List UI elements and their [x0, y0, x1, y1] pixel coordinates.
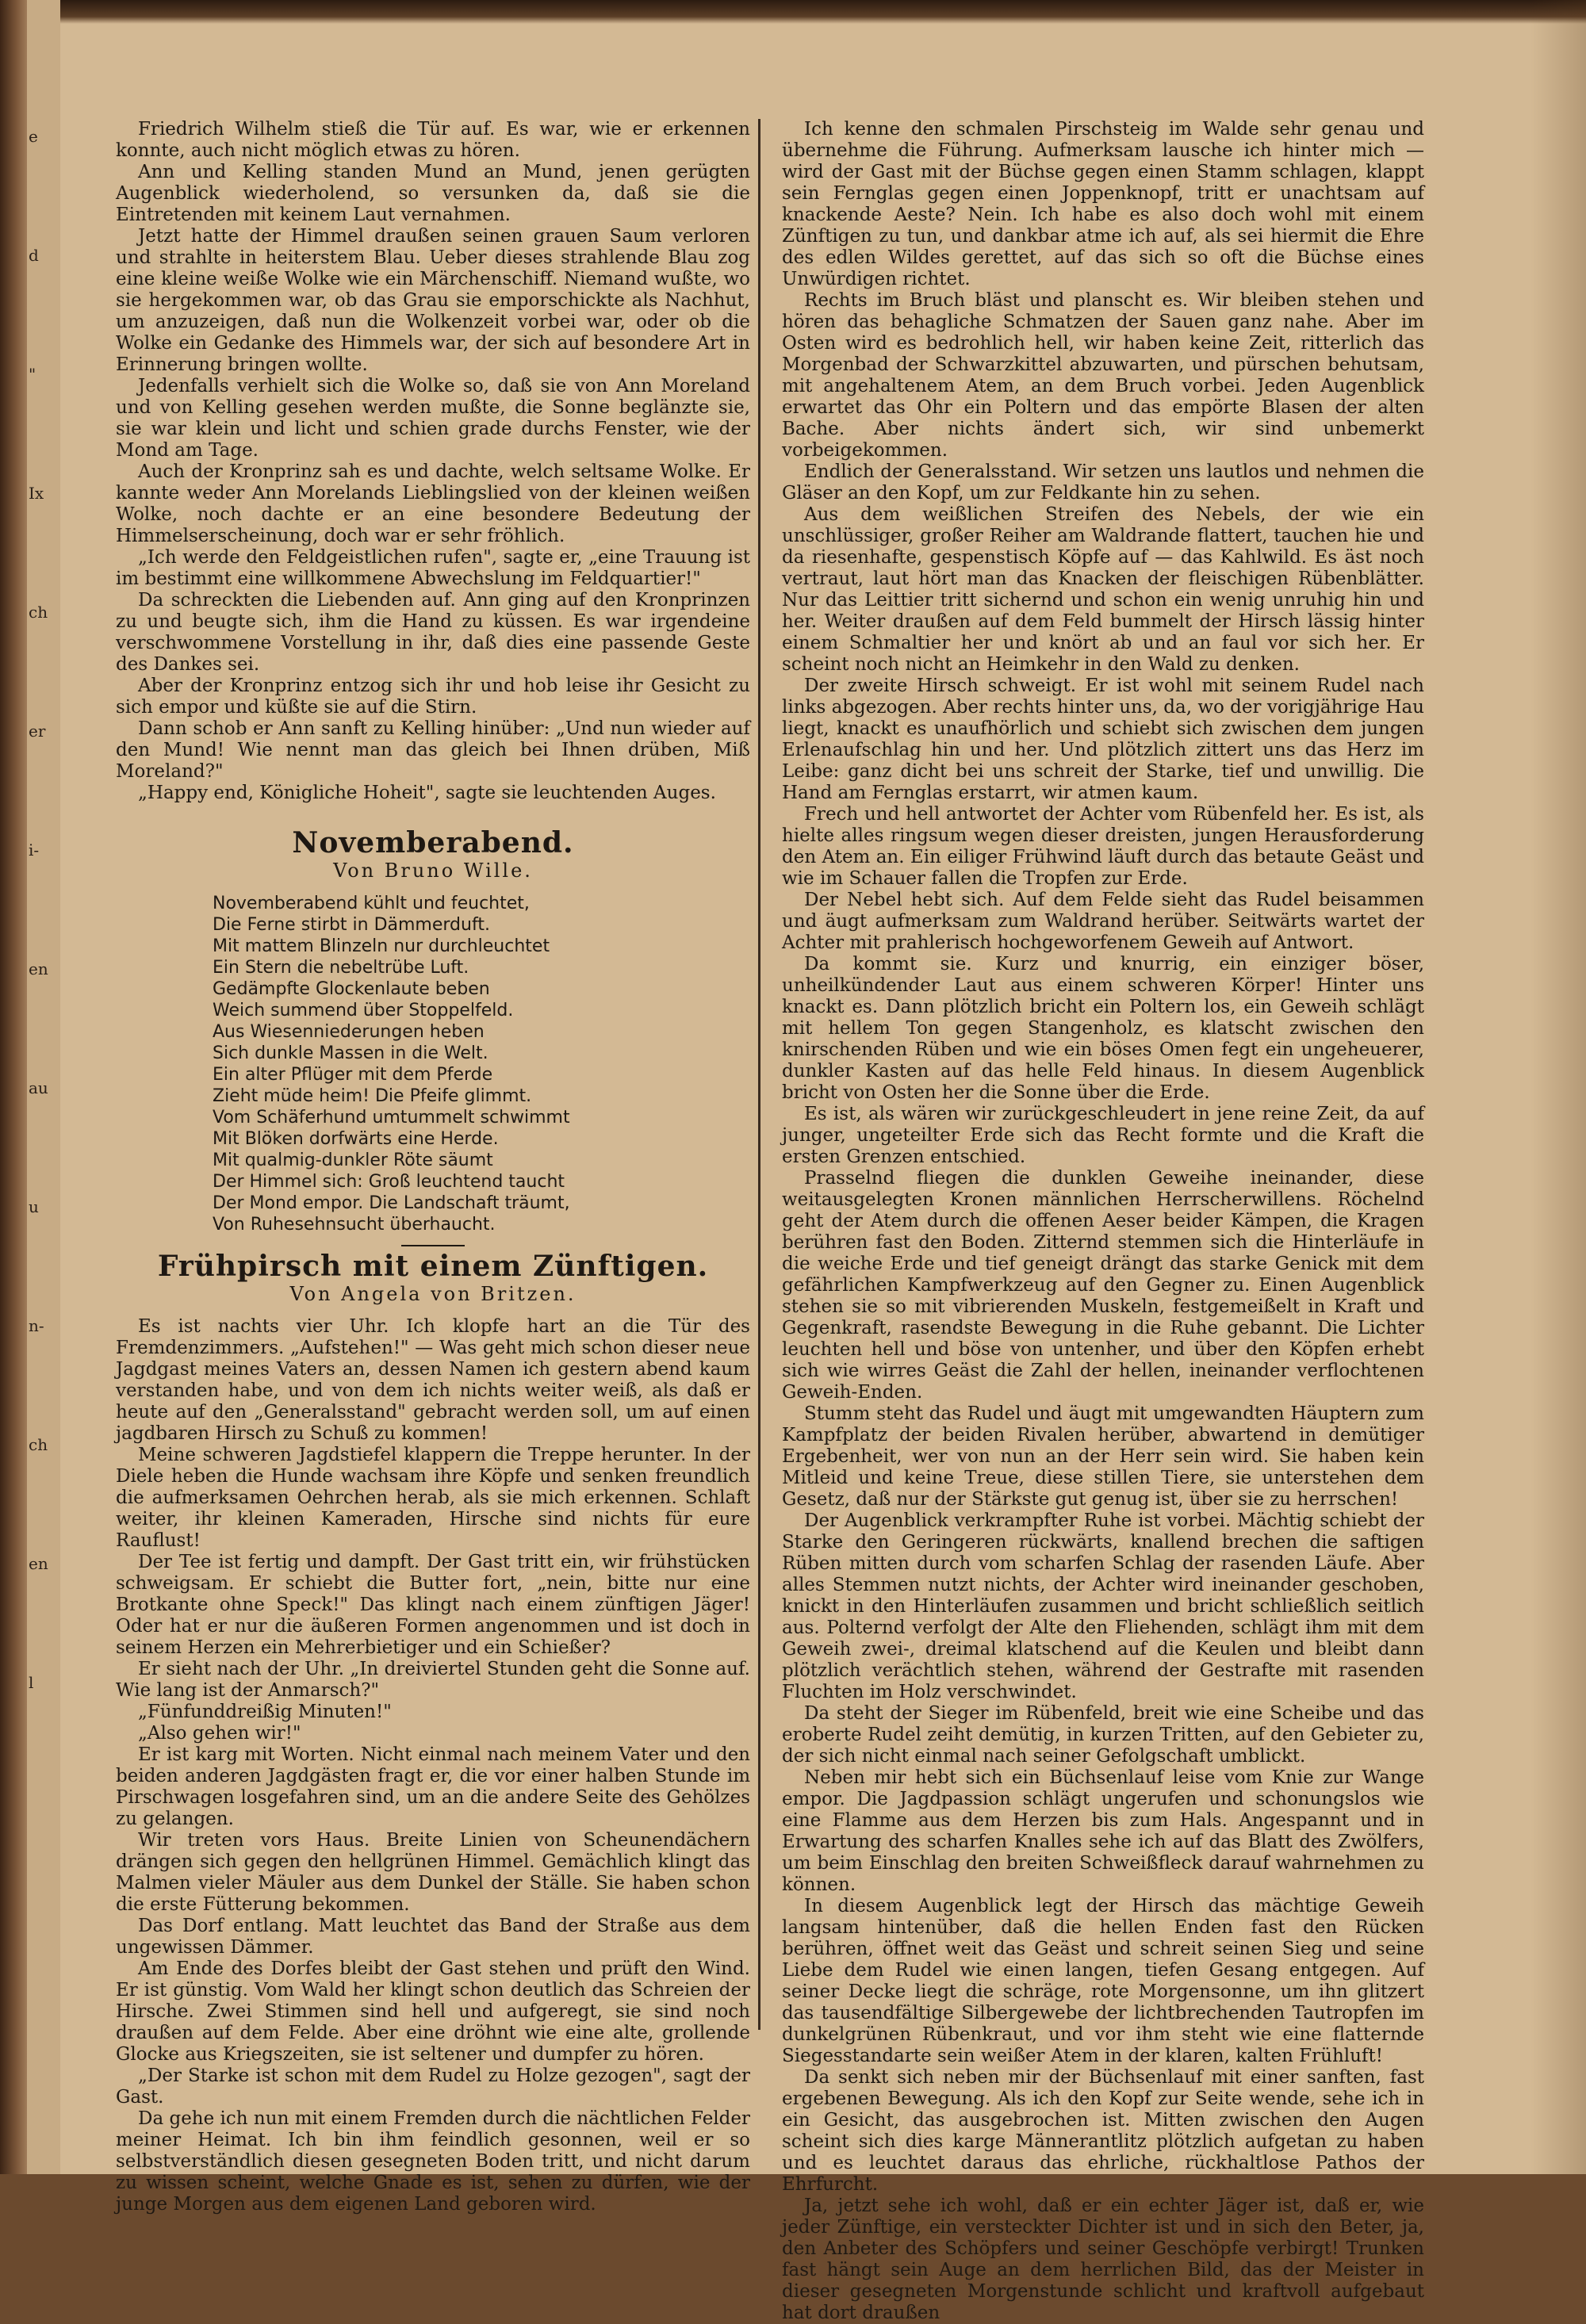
article-paragraph: Es ist nachts vier Uhr. Ich klopfe hart an die Tür des Fremdenzimmers. „Aufstehen!" — Was geht mich schon dieser neue Jagdgast meines Vaters an, dessen Namen ich gestern abend kaum verstanden habe, und von dem ich nichts weiter weiß, als daß er heute auf den „Generalsstand" gebracht werden soll, um auf einen jagdbaren Hirsch zu Schuß zu kommen!	[116, 1316, 750, 1444]
article-paragraph: Der Tee ist fertig und dampft. Der Gast tritt ein, wir frühstücken schweigsam. Er schiebt die Butter fort, „nein, bitte nur eine Brotkante ohne Speck!" Das klingt nach einem zünftigen Jäger! Oder hat er nur die äußeren Formen angenommen und ist doch in seinem Herzen ein Mehrerbietiger und ein Schießer?	[116, 1552, 750, 1658]
previous-page-fragment: i-	[29, 840, 40, 860]
poem-line: Zieht müde heim! Die Pfeife glimmt.	[213, 1086, 532, 1106]
previous-page-fragment: er	[29, 722, 46, 741]
story-paragraph: Jetzt hatte der Himmel draußen seinen grauen Saum verloren und strahlte in heiterstem Blau. Ueber dieses strahlende Blau zog eine kleine weiße Wolke wie ein Märchenschiff. Niemand wußte, wo sie hergekommen war, ob das Grau sie emporschickte als Nachhut, um anzuzeigen, daß nun die Wolkenzeit vorbei war, oder ob die Wolke ein Gedanke des Himmels war, der sich auf besondere Art in Erinnerung bringen wollte.	[116, 226, 750, 375]
poem-line: Mit Blöken dorfwärts eine Herde.	[213, 1129, 499, 1149]
story-paragraph: Jedenfalls verhielt sich die Wolke so, daß sie von Ann Moreland und von Kelling gesehen werden mußte, die Sonne beglänzte sie, sie war klein und licht und schien grade durchs Fenster, wie der Mond am Tage.	[116, 376, 750, 461]
poem-line: Von Ruhesehnsucht überhaucht.	[213, 1215, 496, 1235]
article-paragraph: Da steht der Sieger im Rübenfeld, breit wie eine Scheibe und das eroberte Rudel zeiht demütig, in kurzen Tritten, auf den Gebieter zu, der sich nicht einmal nach seiner Gefolgschaft umblickt.	[782, 1703, 1424, 1767]
article-paragraph: Prasselnd fliegen die dunklen Geweihe ineinander, diese weitausgelegten Kronen männlichen Herrscherwillens. Röchelnd geht der Atem durch die offenen Aeser beider Kämpen, die Kragen berühren fast den Boden. Zitternd stemmen sich die Hinterläufe in die weiche Erde und tief geneigt drängt das starke Genick mit dem gefährlichen Kampfwerkzeug auf den Gegner zu. Einen Augenblick stehen sie so mit vibrierenden Muskeln, festgemeißelt in Kraft und Gegenkraft, rasendste Bewegung in die Ruhe gebannt. Die Lichter leuchten hell und böse von untenher, und über den Köpfen erhebt sich wie wirres Geäst die Zahl der hellen, ineinander verflochtenen Geweih-Enden.	[782, 1168, 1424, 1403]
article-paragraph: Ich kenne den schmalen Pirschsteig im Walde sehr genau und übernehme die Führung. Aufmerksam lausche ich hinter mich — wird der Gast mit der Büchse gegen einen Stamm schlagen, klappt sein Fernglas gegen einen Joppenknopf, tritt er unachtsam auf knackende Aeste? Nein. Ich habe es also doch wohl mit einem Zünftigen zu tun, und dankbar atme ich auf, als sei hiermit die Ehre des edlen Wildes gerettet, auf das sich so oft die Büchse eines Unwürdigen richtet.	[782, 119, 1424, 289]
article-paragraph: Da gehe ich nun mit einem Fremden durch die nächtlichen Felder meiner Heimat. Ich bin ihm feindlich gesonnen, weil er so selbstverständlich diesen gesegneten Boden tritt, und nicht darum zu wissen scheint, welche Gnade es ist, sehen zu dürfen, wie der junge Morgen aus dem eigenen Land geboren wird.	[116, 2108, 750, 2215]
previous-page-fragment: d	[29, 246, 39, 265]
article-paragraph: Er ist karg mit Worten. Nicht einmal nach meinem Vater und den beiden anderen Jagdgästen fragt er, die vor einer halben Stunde im Pirschwagen losgefahren sind, um an die andere Seite des Gehölzes zu gelangen.	[116, 1744, 750, 1829]
poem-line: Die Ferne stirbt in Dämmerduft.	[213, 915, 490, 935]
article-continuation	[782, 119, 1424, 2324]
article-paragraph: „Also gehen wir!"	[138, 1723, 301, 1744]
right-column	[782, 119, 1424, 2324]
article-paragraph: Frech und hell antwortet der Achter vom Rübenfeld her. Es ist, als hielte alles ringsum wegen dieser dreisten, jungen Herausforderung den Atem an. Ein eiliger Frühwind läuft durch das betaute Geäst und wie im Schauer fallen die Tropfen zur Erde.	[782, 804, 1424, 889]
poem-line: Mit mattem Blinzeln nur durchleuchtet	[213, 936, 550, 956]
poem-title: Novemberabend.	[292, 826, 574, 860]
story-paragraph: Aber der Kronprinz entzog sich ihr und hob leise ihr Gesicht zu sich empor und küßte sie auf die Stirn.	[116, 676, 750, 718]
article-paragraph: Am Ende des Dorfes bleibt der Gast stehen und prüft den Wind. Er ist günstig. Vom Wald her klingt schon deutlich das Schreien der Hirsche. Zwei Stimmen sind hell und aufgeregt, sie sind noch draußen auf dem Felde. Aber eine dröhnt wie eine alte, grollende Glocke aus Kriegszeiten, sie ist seltener und dumpfer zu hören.	[116, 1958, 750, 2065]
article-paragraph: Neben mir hebt sich ein Büchsenlauf leise vom Knie zur Wange empor. Die Jagdpassion schlägt ungerufen und schonungslos wie eine Flamme aus dem Herzen bis zum Hals. Angespannt und in Erwartung des scharfen Knalles sehe ich auf das Blatt des Zwölfers, um beim Einschlag den breiten Schweißfleck darauf wahrnehmen zu können.	[782, 1767, 1424, 1895]
poem-line: Sich dunkle Massen in die Welt.	[213, 1043, 488, 1063]
previous-page-edge	[27, 0, 62, 2174]
article-paragraph: Das Dorf entlang. Matt leuchtet das Band der Straße aus dem ungewissen Dämmer.	[116, 1916, 750, 1958]
poem	[116, 893, 750, 1235]
article-paragraph: Der zweite Hirsch schweigt. Er ist wohl mit seinem Rudel nach links abgezogen. Aber rechts hinter uns, da, wo der vorigjährige Hau liegt, knackt es unaufhörlich und schiebt sich zwischen dem jungen Erlenaufschlag hin und her. Und plötzlich zittert uns das Herz im Leibe: ganz dicht bei uns schreit der Starke, tief und unwillig. Die Hand am Fernglas erstarrt, wir atmen kaum.	[782, 676, 1424, 803]
newspaper-page	[60, 0, 1586, 2323]
previous-page-fragment: e	[29, 127, 38, 146]
article-body	[116, 1316, 750, 2215]
book-binding	[0, 0, 27, 2174]
article-paragraph: Meine schweren Jagdstiefel klappern die Treppe herunter. In der Diele heben die Hunde wachsam ihre Köpfe und senken freundlich die aufmerksamen Oehrchen herab, als sie mich erkennen. Schlaft weiter, ihr kleinen Kameraden, Hirsche sind nichts für eure Rauflust!	[116, 1445, 750, 1551]
poem-line: Der Himmel sich: Groß leuchtend taucht	[213, 1172, 565, 1192]
poem-line: Weich summend über Stoppelfeld.	[213, 1001, 514, 1020]
poem-line: Gedämpfte Glockenlaute beben	[213, 979, 490, 999]
article-paragraph: Da senkt sich neben mir der Büchsenlauf mit einer sanften, fast ergebenen Bewegung. Als ich den Kopf zur Seite wende, sehe ich in ein Gesicht, das ausgebrochen ist. Mitten zwischen den Augen scheint sich dies karge Männerantlitz plötzlich aufgetan zu haben und es leuchtet daraus das ehrliche, rückhaltlose Pathos der Ehrfurcht.	[782, 2067, 1424, 2195]
page-right-shadow	[1530, 0, 1586, 2174]
article-paragraph: Der Nebel hebt sich. Auf dem Felde sieht das Rudel beisammen und äugt aufmerksam zum Waldrand herüber. Seitwärts wartet der Achter mit prahlerisch hochgeworfenem Geweih auf Antwort.	[782, 890, 1424, 953]
story-paragraph: Friedrich Wilhelm stieß die Tür auf. Es war, wie er erkennen konnte, auch nicht möglich etwas zu hören.	[116, 119, 750, 161]
previous-page-fragment: en	[29, 959, 48, 978]
page-top-shadow	[60, 0, 1586, 24]
article-paragraph: Wir treten vors Haus. Breite Linien von Scheunendächern drängen sich gegen den hellgrünen Himmel. Gemächlich klingt das Malmen vieler Mäuler aus dem Dunkel der Ställe. Sie haben schon die erste Fütterung bekommen.	[116, 1830, 750, 1915]
previous-page-fragment: au	[29, 1078, 48, 1097]
poem-line: Vom Schäferhund umtummelt schwimmt	[213, 1108, 570, 1128]
section-divider	[401, 1245, 465, 1246]
article-paragraph: Rechts im Bruch bläst und planscht es. Wir bleiben stehen und hören das behagliche Schmatzen der Sauen ganz nahe. Aber im Osten wird es bedrohlich hell, wir haben keine Zeit, ritterlich das Morgenbad der Schwarzkittel abzuwarten, und pürschen behutsam, mit angehaltenem Atem, an dem Bruch vorbei. Jeden Augenblick erwartet das Ohr ein Poltern und das empörte Blasen der alten Bache. Aber nichts ändert sich, wir sind unbemerkt vorbeigekommen.	[782, 290, 1424, 461]
previous-page-fragment: n-	[29, 1316, 44, 1335]
poem-line: Mit qualmig-dunkler Röte säumt	[213, 1151, 493, 1170]
article-paragraph: „Der Starke ist schon mit dem Rudel zu Holze gezogen", sagt der Gast.	[116, 2066, 750, 2108]
story-paragraph: „Ich werde den Feldgeistlichen rufen", sagte er, „eine Trauung ist im bestimmt eine willkommene Abwechslung im Feldquartier!"	[116, 547, 750, 589]
story-paragraph: Da schreckten die Liebenden auf. Ann ging auf den Kronprinzen zu und beugte sich, ihm die Hand zu küssen. Es war irgendeine verschwommene Vorstellung in ihr, daß dies eine passende Geste des Dankes sei.	[116, 590, 750, 675]
story-paragraph: Dann schob er Ann sanft zu Kelling hinüber: „Und nun wieder auf den Mund! Wie nennt man das gleich bei Ihnen drüben, Miß Moreland?"	[116, 718, 750, 782]
poem-line: Aus Wiesenniederungen heben	[213, 1022, 485, 1042]
article-paragraph: „Fünfunddreißig Minuten!"	[138, 1702, 392, 1722]
previous-page-fragment: "	[29, 365, 36, 384]
article-title: Frühpirsch mit einem Zünftigen.	[157, 1250, 709, 1283]
story-paragraph: „Happy end, Königliche Hoheit", sagte sie leuchtenden Auges.	[138, 783, 716, 803]
poem-line: Der Mond empor. Die Landschaft träumt,	[213, 1193, 570, 1213]
poem-line: Ein Stern die nebeltrübe Luft.	[213, 958, 469, 978]
article-paragraph: Der Augenblick verkrampfter Ruhe ist vorbei. Mächtig schiebt der Starke den Geringeren rückwärts, knallend brechen die saftigen Rüben mitten durch vom scharfen Schlag der rasenden Läufe. Aber alles Stemmen nutzt nichts, der Achter wird ineinander geschoben, knickt in den Hinterläufen zusammen und bricht schließlich seitlich aus. Polternd verfolgt der Alte den Fliehenden, schlägt ihm mit dem Geweih zwei-, dreimal klatschend auf die Keulen und bleibt dann plötzlich verächtlich stehen, während der Gestrafte mit rasenden Fluchten im Holz verschwindet.	[782, 1510, 1424, 1702]
article-paragraph: Stumm steht das Rudel und äugt mit umgewandten Häuptern zum Kampfplatz der beiden Rivalen herüber, abwartend in demütiger Ergebenheit, wer von nun an der Herr sein wird. Sie haben kein Mitleid und keine Treue, diese stillen Tiere, sie unterstehen dem Gesetz, daß nur der Stärkste gut genug ist, über sie zu herrschen!	[782, 1403, 1424, 1510]
previous-page-fragment: l	[29, 1673, 34, 1692]
article-paragraph: Er sieht nach der Uhr. „In dreiviertel Stunden geht die Sonne auf. Wie lang ist der Anmarsch?"	[116, 1659, 750, 1701]
article-paragraph: Ja, jetzt sehe ich wohl, daß er ein echter Jäger ist, daß er, wie jeder Zünftige, ein versteckter Dichter ist und in sich den Beter, ja, den Anbeter des Schöpfers und seiner Geschöpfe verbirgt! Trunken fast hängt sein Auge an dem herrlichen Bild, das der Meister in dieser gesegneten Morgenstunde schlicht und kraftvoll aufgebaut hat dort draußen	[782, 2196, 1424, 2323]
column-divider	[758, 119, 760, 2030]
article-paragraph: Endlich der Generalsstand. Wir setzen uns lautlos und nehmen die Gläser an den Kopf, um zur Feldkante hin zu sehen.	[782, 461, 1424, 503]
story-ending	[116, 119, 750, 804]
poem-line: Novemberabend kühlt und feuchtet,	[213, 894, 530, 913]
previous-page-fragment: en	[29, 1554, 48, 1573]
story-paragraph: Ann und Kelling standen Mund an Mund, jenen gerügten Augenblick wiederholend, so versunken da, daß sie die Eintretenden mit keinem Laut vernahmen.	[116, 162, 750, 225]
article-paragraph: Da kommt sie. Kurz und knurrig, ein einziger böser, unheilkündender Laut aus einem schweren Körper! Hinter uns knackt es. Dann plötzlich bricht ein Poltern los, ein Geweih schlägt mit hellem Ton gegen Stangenholz, es klatscht zwischen den knirschenden Rüben und wie ein böses Omen fegt ein ungeheuerer, dunkler Kasten auf das helle Feld hinaus. In diesem Augenblick bricht von Osten her die Sonne über die Erde.	[782, 954, 1424, 1103]
previous-page-fragment: Ix	[29, 484, 44, 503]
previous-page-fragment: ch	[29, 1435, 48, 1454]
article-paragraph: Aus dem weißlichen Streifen des Nebels, der wie ein unschlüssiger, großer Reiher am Waldrande flattert, tauchen hie und da riesenhafte, gespenstisch Köpfe auf — das Kahlwild. Es äst noch vertraut, laut hört man das Knacken der fleischigen Rübenblätter. Nur das Leittier tritt sichernd und schon ein wenig unruhig hin und her. Weiter draußen auf dem Feld bummelt der Hirsch lässig hinter einem Schmaltier her und knört ab und an faul vor sich her. Er scheint noch nicht an Heimkehr in den Wald zu denken.	[782, 504, 1424, 675]
article-paragraph: In diesem Augenblick legt der Hirsch das mächtige Geweih langsam hintenüber, daß die hellen Enden fast den Rücken berühren, öffnet weit das Geäst und schreit seinen Sieg und seine Liebe dem Rudel wie einen langen, tiefen Gesang entgegen. Auf seiner Decke liegt die schräge, rote Morgensonne, um ihn glitzert das tausendfältige Silbergewebe der lichtbrechenden Tautropfen im dunkelgrünen Rübenkraut, und vor ihm steht wie eine flatternde Siegesstandarte sein weißer Atem in der klaren, kalten Frühluft!	[782, 1896, 1424, 2066]
story-paragraph: Auch der Kronprinz sah es und dachte, welch seltsame Wolke. Er kannte weder Ann Morelands Lieblingslied von der kleinen weißen Wolke, noch dachte er an eine besondere Bedeutung der Himmelserscheinung, doch war er sehr fröhlich.	[116, 461, 750, 546]
previous-page-fragment: ch	[29, 603, 48, 622]
left-column	[116, 119, 750, 2215]
article-author: Von Angela von Britzen.	[289, 1283, 577, 1305]
article-paragraph: Es ist, als wären wir zurückgeschleudert in jene reine Zeit, da auf junger, ungeteilter Erde sich das Recht formte und die Kraft die ersten Grenzen entschied.	[782, 1104, 1424, 1167]
poem-line: Ein alter Pflüger mit dem Pferde	[213, 1065, 493, 1085]
poem-author: Von Bruno Wille.	[333, 860, 533, 882]
previous-page-fragment: u	[29, 1197, 39, 1216]
